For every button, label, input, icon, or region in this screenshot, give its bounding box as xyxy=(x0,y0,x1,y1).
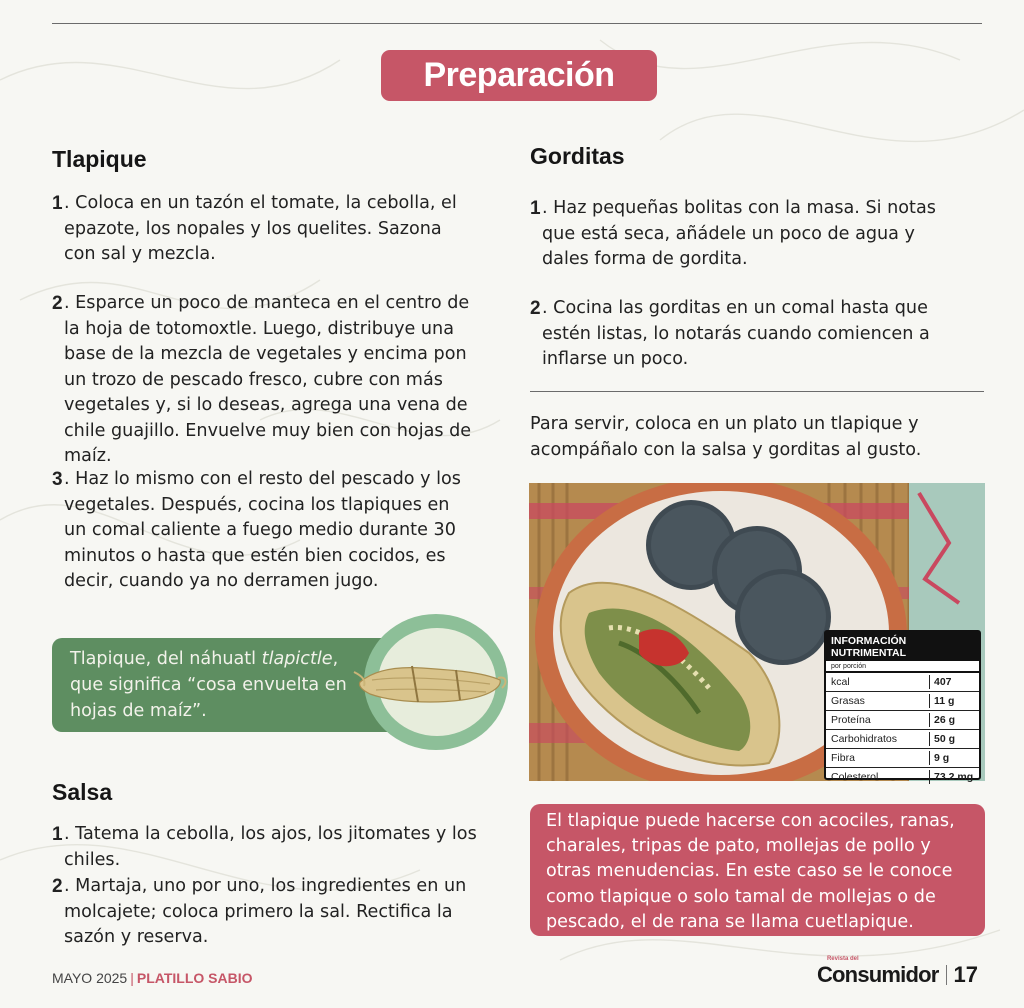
brand-name: Consumidor xyxy=(816,962,939,987)
section-name: PLATILLO SABIO xyxy=(136,970,253,986)
nutrient-label: Proteína xyxy=(831,714,871,726)
step-number: 2 xyxy=(52,876,63,897)
step-number: 1 xyxy=(52,193,63,214)
step-text: . Coloca en un tazón el tomate, la cebolla, el epazote, los nopales y los quelites. Sazona con sal y mezcla. xyxy=(64,193,457,264)
nutrition-subtitle: por porción xyxy=(826,661,979,673)
nutrition-title: INFORMACIÓN NUTRIMENTAL xyxy=(826,632,979,661)
footer-brand xyxy=(816,956,978,988)
tlapique-step-2 xyxy=(52,291,484,470)
gorditas-step-2 xyxy=(530,296,954,373)
salsa-title: Salsa xyxy=(52,779,113,805)
page-number: 17 xyxy=(953,962,978,987)
step-number: 2 xyxy=(52,293,63,314)
step-text: . Haz lo mismo con el resto del pescado y los vegetales. Después, cocina los tlapiques en un comal caliente a fuego medio durante 30 minutos o hasta que estén bien cocidos, es decir, cuando ya no derramen jugo. xyxy=(64,469,461,591)
nutrient-label: kcal xyxy=(831,676,850,688)
etymology-text-start: Tlapique, del náhuatl xyxy=(70,649,262,669)
step-text: . Haz pequeñas bolitas con la masa. Si notas que está seca, añádele un poco de agua y dales forma de gordita. xyxy=(542,198,936,269)
footer-separator: | xyxy=(130,970,134,986)
nutrient-label: Colesterol xyxy=(831,771,879,783)
footer-section-label xyxy=(52,970,253,986)
tlapique-variants-note xyxy=(530,804,985,936)
salsa-step-1 xyxy=(52,822,512,873)
step-number: 1 xyxy=(530,198,541,219)
nutrient-value: 11 g xyxy=(929,694,974,708)
nutrition-row xyxy=(826,692,979,711)
tlapique-step-3 xyxy=(52,467,464,595)
nutrition-row xyxy=(826,749,979,768)
step-number: 1 xyxy=(52,824,63,845)
tamal-illustration xyxy=(352,650,508,712)
etymology-text xyxy=(70,646,360,724)
nutrition-facts-table xyxy=(824,630,981,783)
nutrient-label: Carbohidratos xyxy=(831,733,897,745)
issue-date: MAYO 2025 xyxy=(52,970,128,986)
nutrient-value: 50 g xyxy=(929,732,974,746)
nutrition-row xyxy=(826,711,979,730)
footer-divider xyxy=(946,965,947,985)
nutrient-label: Grasas xyxy=(831,695,865,707)
gorditas-step-1 xyxy=(530,196,950,273)
etymology-text-end: , que significa “cosa envuelta en hojas de maíz”. xyxy=(70,649,347,721)
step-text: . Cocina las gorditas en un comal hasta que estén listas, lo notarás cuando comiencen a inflarse un poco. xyxy=(542,298,930,369)
tlapique-step-1 xyxy=(52,191,464,268)
nutrition-row xyxy=(826,768,979,786)
nutrition-row xyxy=(826,673,979,692)
top-divider xyxy=(52,23,982,24)
serving-instructions: Para servir, coloca en un plato un tlapique y acompáñalo con la salsa y gorditas al gusto. xyxy=(530,414,922,460)
nutrient-value: 9 g xyxy=(929,751,974,765)
brand-kicker: Revista del xyxy=(826,956,859,962)
salsa-step-2 xyxy=(52,874,472,951)
gorditas-title: Gorditas xyxy=(530,143,625,169)
step-text: . Esparce un poco de manteca en el centro de la hoja de totomoxtle. Luego, distribuye una base de la mezcla de vegetales y encima pon un trozo de pescado fresco, cubre con más vegetales y, si lo deseas, agrega una vena de chile guajillo. Envuelve muy bien con hojas de maíz. xyxy=(64,293,472,466)
gorditas-divider xyxy=(530,391,984,392)
nutrition-row xyxy=(826,730,979,749)
etymology-nahuatl-word: tlapictle xyxy=(261,649,333,669)
nutrient-value: 407 xyxy=(929,675,974,689)
nutrient-value: 73.2 mg xyxy=(929,770,974,784)
step-text: . Tatema la cebolla, los ajos, los jitomates y los chiles. xyxy=(64,824,477,870)
brand-logo xyxy=(816,956,939,988)
variants-text: El tlapique puede hacerse con acociles, ranas, charales, tripas de pato, mollejas de pollo y otras menudencias. En este caso se le conoce como tlapique o solo tamal de mollejas o de pescado, el de rana se llama cuetlapique. xyxy=(546,811,955,932)
tlapique-title: Tlapique xyxy=(52,146,147,172)
nutrient-label: Fibra xyxy=(831,752,855,764)
step-text: . Martaja, uno por uno, los ingredientes en un molcajete; coloca primero la sal. Rectifica la sazón y reserva. xyxy=(64,876,467,947)
step-number: 2 xyxy=(530,298,541,319)
nutrient-value: 26 g xyxy=(929,713,974,727)
step-number: 3 xyxy=(52,469,63,490)
page-title: Preparación xyxy=(381,50,657,101)
